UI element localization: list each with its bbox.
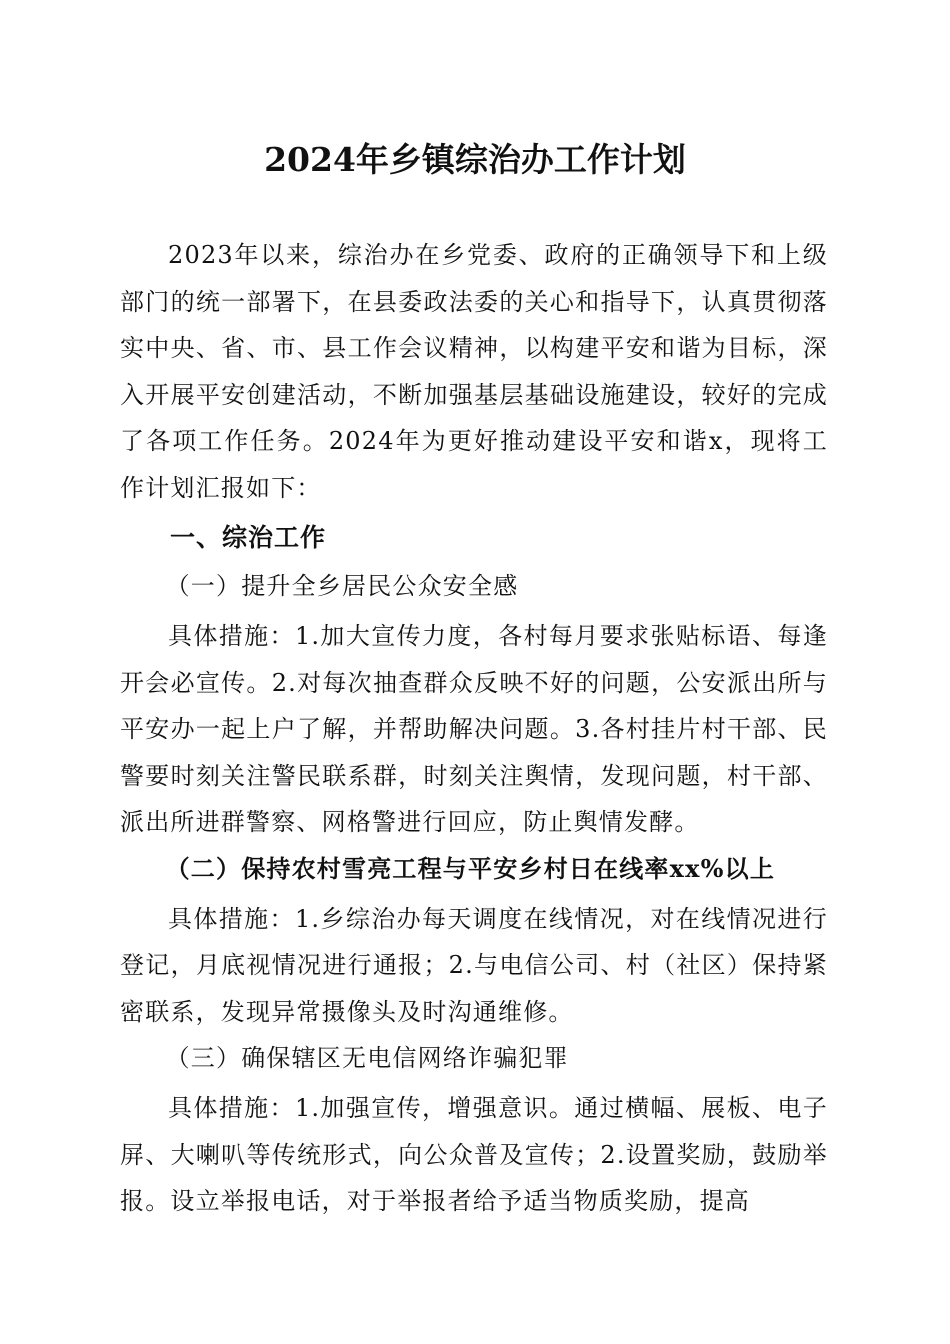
document-title: 2024年乡镇综治办工作计划: [264, 140, 686, 179]
subsection-heading-2: （二）保持农村雪亮工程与平安乡村日在线率xx%以上: [165, 853, 776, 883]
intro-paragraph: 2023年以来，综治办在乡党委、政府的正确领导下和上级部门的统一部署下，在县委政法委的关心和指导下，认真贯彻落实中央、省、市、县工作会议精神，以构建平安和谐为目标，深入开展平安创建活动，不断加强基层基础设施建设，较好的完成了各项工作任务。2024年为更好推动建设平安和谐x，现将工作计划汇报如下：: [120, 241, 828, 502]
subsection-text-1: 具体措施：1.加大宣传力度，各村每月要求张贴标语、每逢开会必宣传。2.对每次抽查群众反映不好的问题，公安派出所与平安办一起上户了解，并帮助解决问题。3.各村挂片村干部、民警要时刻关注警民联系群，时刻关注舆情，发现问题，村干部、派出所进群警察、网格警进行回应，防止舆情发酵。: [120, 622, 828, 836]
subsection-heading-3: （三）确保辖区无电信网络诈骗犯罪: [165, 1044, 569, 1072]
subsection-text-2: 具体措施：1.乡综治办每天调度在线情况，对在线情况进行登记，月底视情况进行通报；2.与电信公司、村（社区）保持紧密联系，发现异常摄像头及时沟通维修。: [120, 904, 828, 1026]
subsection-text-3: 具体措施：1.加强宣传，增强意识。通过横幅、展板、电子屏、大喇叭等传统形式，向公众普及宣传；2.设置奖励，鼓励举报。设立举报电话，对于举报者给予适当物质奖励，提高: [120, 1094, 828, 1215]
document-body: [120, 232, 828, 1225]
section-heading-zongzhi: 一、综治工作: [170, 523, 327, 552]
subsection-heading-1: （一）提升全乡居民公众安全感: [165, 572, 519, 600]
